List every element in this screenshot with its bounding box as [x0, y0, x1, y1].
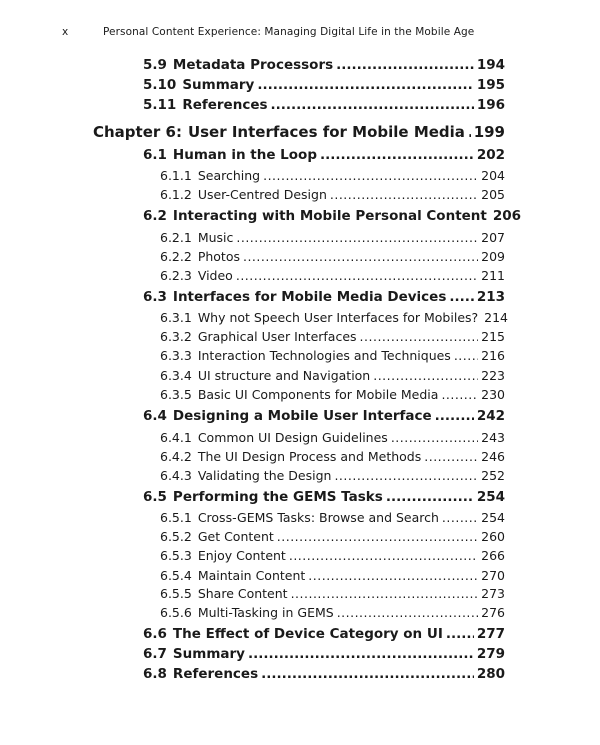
- toc-entry-page: 230: [481, 387, 505, 402]
- toc-entry-page: 204: [481, 168, 505, 183]
- toc-entry-page: 202: [476, 147, 505, 163]
- toc-entry-page: 277: [476, 626, 505, 642]
- toc-subsection-entry: [160, 187, 505, 202]
- dot-leader: [330, 187, 478, 202]
- dot-leader: [248, 646, 474, 662]
- toc-entry-number: 6.1.2: [160, 187, 192, 202]
- toc-entry-title: Common UI Design Guidelines: [197, 430, 388, 445]
- toc-entry-number: 6.5.3: [160, 548, 192, 563]
- toc-entry-number: 5.9: [143, 57, 167, 73]
- toc-entry-title: Video: [197, 268, 233, 283]
- dot-leader: [468, 123, 471, 141]
- toc-entry-number: 5.11: [143, 97, 177, 113]
- toc-entry-number: 6.3: [143, 289, 167, 305]
- toc-entry-title: Basic UI Components for Mobile Media: [197, 387, 439, 402]
- toc-entry-title: Graphical User Interfaces: [197, 329, 357, 344]
- toc-entry-number: 6.4: [143, 408, 167, 424]
- toc-entry-page: 211: [481, 268, 505, 283]
- toc-entry-title: Interfaces for Mobile Media Devices: [172, 289, 447, 305]
- toc-entry-page: 196: [476, 97, 505, 113]
- toc-subsection-entry: [160, 310, 509, 325]
- toc-entry-number: 6.3.3: [160, 348, 192, 363]
- toc-section-entry: [143, 57, 505, 73]
- toc-entry-title: Photos: [197, 249, 240, 264]
- dot-leader: [308, 568, 478, 583]
- toc-entry-title: Interaction Technologies and Techniques: [197, 348, 451, 363]
- toc-entry-number: 6.2.1: [160, 230, 192, 245]
- toc-entry-number: 6.1.1: [160, 168, 192, 183]
- toc-section-entry: [143, 626, 505, 642]
- toc-subsection-entry: [160, 268, 505, 283]
- toc-entry-page: 243: [481, 430, 505, 445]
- toc-entry-number: 6.4.2: [160, 449, 192, 464]
- toc-entry-title: Interacting with Mobile Personal Content: [172, 208, 487, 224]
- toc-entry-title: Multi-Tasking in GEMS: [197, 605, 334, 620]
- toc-section-entry: [143, 208, 522, 224]
- toc-entry-page: 214: [484, 310, 509, 325]
- toc-entry-page: 195: [476, 77, 505, 93]
- dot-leader: [257, 77, 473, 93]
- toc-entry-number: 6.1: [143, 147, 167, 163]
- toc-entry-number: 6.6: [143, 626, 167, 642]
- toc-entry-page: 199: [473, 123, 505, 141]
- toc-entry-title: Get Content: [197, 529, 274, 544]
- dot-leader: [320, 147, 474, 163]
- dot-leader: [435, 408, 474, 424]
- toc-entry-number: 6.2: [143, 208, 167, 224]
- toc-subsection-entry: [160, 468, 505, 483]
- dot-leader: [449, 289, 473, 305]
- dot-leader: [289, 548, 478, 563]
- toc-entry-title: References: [172, 666, 259, 682]
- toc-entry-title: Metadata Processors: [172, 57, 334, 73]
- toc-entry-page: 254: [476, 489, 505, 505]
- dot-leader: [336, 57, 474, 73]
- toc-entry-number: 6.5.2: [160, 529, 192, 544]
- toc-entry-page: 260: [481, 529, 505, 544]
- toc-section-entry: [143, 646, 505, 662]
- toc-entry-page: 246: [481, 449, 505, 464]
- toc-section-entry: [143, 666, 505, 682]
- toc-entry-title: The UI Design Process and Methods: [197, 449, 422, 464]
- toc-entry-title: User Interfaces for Mobile Media: [187, 123, 465, 141]
- toc-entry-title: The Effect of Device Category on UI: [172, 626, 443, 642]
- toc-entry-page: 206: [492, 208, 522, 224]
- dot-leader: [337, 605, 478, 620]
- toc-subsection-entry: [160, 529, 505, 544]
- toc-entry-number: 6.5: [143, 489, 167, 505]
- dot-leader: [291, 586, 479, 601]
- toc-entry-number: 6.5.1: [160, 510, 192, 525]
- toc-entry-page: 270: [481, 568, 505, 583]
- toc-entry-number: 6.5.5: [160, 586, 192, 601]
- toc-subsection-entry: [160, 548, 505, 563]
- dot-leader: [334, 468, 478, 483]
- toc-subsection-entry: [160, 387, 505, 402]
- toc-subsection-entry: [160, 368, 505, 383]
- toc-subsection-entry: [160, 230, 505, 245]
- toc-subsection-entry: [160, 586, 505, 601]
- dot-leader: [360, 329, 479, 344]
- dot-leader: [243, 249, 478, 264]
- toc-subsection-entry: [160, 605, 505, 620]
- toc-entry-page: 266: [481, 548, 505, 563]
- dot-leader: [263, 168, 478, 183]
- toc-entry-number: 6.3.2: [160, 329, 192, 344]
- toc-entry-title: Share Content: [197, 586, 288, 601]
- toc-entry-number: 6.8: [143, 666, 167, 682]
- toc-chapter-entry: [93, 123, 505, 141]
- toc-entry-title: Human in the Loop: [172, 147, 317, 163]
- dot-leader: [441, 387, 478, 402]
- toc-section-entry: [143, 147, 505, 163]
- dot-leader: [442, 510, 478, 525]
- dot-leader: [373, 368, 478, 383]
- toc-entry-page: 279: [476, 646, 505, 662]
- toc-entry-page: 209: [481, 249, 505, 264]
- toc-entry-title: Performing the GEMS Tasks: [172, 489, 383, 505]
- toc-entry-page: 280: [476, 666, 505, 682]
- toc-section-entry: [143, 489, 505, 505]
- toc-entry-page: 223: [481, 368, 505, 383]
- toc-entry-number: 6.3.1: [160, 310, 192, 325]
- toc-entry-page: 213: [476, 289, 505, 305]
- page-number: x: [62, 26, 69, 38]
- toc-entry-title: References: [182, 97, 268, 113]
- toc-subsection-entry: [160, 168, 505, 183]
- dot-leader: [386, 489, 474, 505]
- toc-entry-number: Chapter 6:: [93, 123, 182, 141]
- toc-subsection-entry: [160, 348, 505, 363]
- toc-entry-page: 276: [481, 605, 505, 620]
- toc-entry-page: 207: [481, 230, 505, 245]
- dot-leader: [424, 449, 478, 464]
- dot-leader: [236, 268, 478, 283]
- toc-entry-title: UI structure and Navigation: [197, 368, 371, 383]
- toc-entry-number: 6.4.1: [160, 430, 192, 445]
- toc-entry-title: Validating the Design: [197, 468, 332, 483]
- toc-entry-page: 216: [481, 348, 505, 363]
- toc-section-entry: [143, 289, 505, 305]
- toc-entry-number: 6.4.3: [160, 468, 192, 483]
- toc-subsection-entry: [160, 449, 505, 464]
- dot-leader: [454, 348, 478, 363]
- toc-entry-page: 242: [476, 408, 505, 424]
- dot-leader: [271, 97, 474, 113]
- toc-entry-title: Searching: [197, 168, 261, 183]
- toc-entry-page: 252: [481, 468, 505, 483]
- toc-section-entry: [143, 77, 505, 93]
- toc-entry-number: 6.2.2: [160, 249, 192, 264]
- toc-section-entry: [143, 97, 505, 113]
- toc-entry-number: 6.2.3: [160, 268, 192, 283]
- toc-entry-page: 215: [481, 329, 505, 344]
- toc-entry-title: Cross-GEMS Tasks: Browse and Search: [197, 510, 439, 525]
- toc-entry-title: Summary: [182, 77, 255, 93]
- toc-entry-page: 254: [481, 510, 505, 525]
- dot-leader: [261, 666, 474, 682]
- toc-entry-title: Maintain Content: [197, 568, 306, 583]
- toc-entry-title: Enjoy Content: [197, 548, 286, 563]
- toc-entry-title: Music: [197, 230, 234, 245]
- toc-entry-title: Why not Speech User Interfaces for Mobiles?: [197, 310, 479, 325]
- running-header: [0, 26, 600, 40]
- toc-entry-number: 6.5.6: [160, 605, 192, 620]
- toc-entry-number: 5.10: [143, 77, 177, 93]
- toc-subsection-entry: [160, 249, 505, 264]
- toc-section-entry: [143, 408, 505, 424]
- toc-subsection-entry: [160, 568, 505, 583]
- toc-entry-page: 205: [481, 187, 505, 202]
- toc-entry-page: 194: [476, 57, 505, 73]
- dot-leader: [446, 626, 474, 642]
- toc-entry-number: 6.5.4: [160, 568, 192, 583]
- toc-subsection-entry: [160, 430, 505, 445]
- toc-entry-title: User-Centred Design: [197, 187, 327, 202]
- toc-subsection-entry: [160, 510, 505, 525]
- toc-entry-number: 6.3.5: [160, 387, 192, 402]
- toc-entry-page: 273: [481, 586, 505, 601]
- running-title: Personal Content Experience: Managing Digital Life in the Mobile Age: [103, 26, 475, 38]
- toc-entry-number: 6.3.4: [160, 368, 192, 383]
- toc-entry-number: 6.7: [143, 646, 167, 662]
- toc-entry-title: Designing a Mobile User Interface: [172, 408, 432, 424]
- dot-leader: [236, 230, 478, 245]
- toc-subsection-entry: [160, 329, 505, 344]
- toc-entry-title: Summary: [172, 646, 245, 662]
- dot-leader: [391, 430, 478, 445]
- dot-leader: [277, 529, 478, 544]
